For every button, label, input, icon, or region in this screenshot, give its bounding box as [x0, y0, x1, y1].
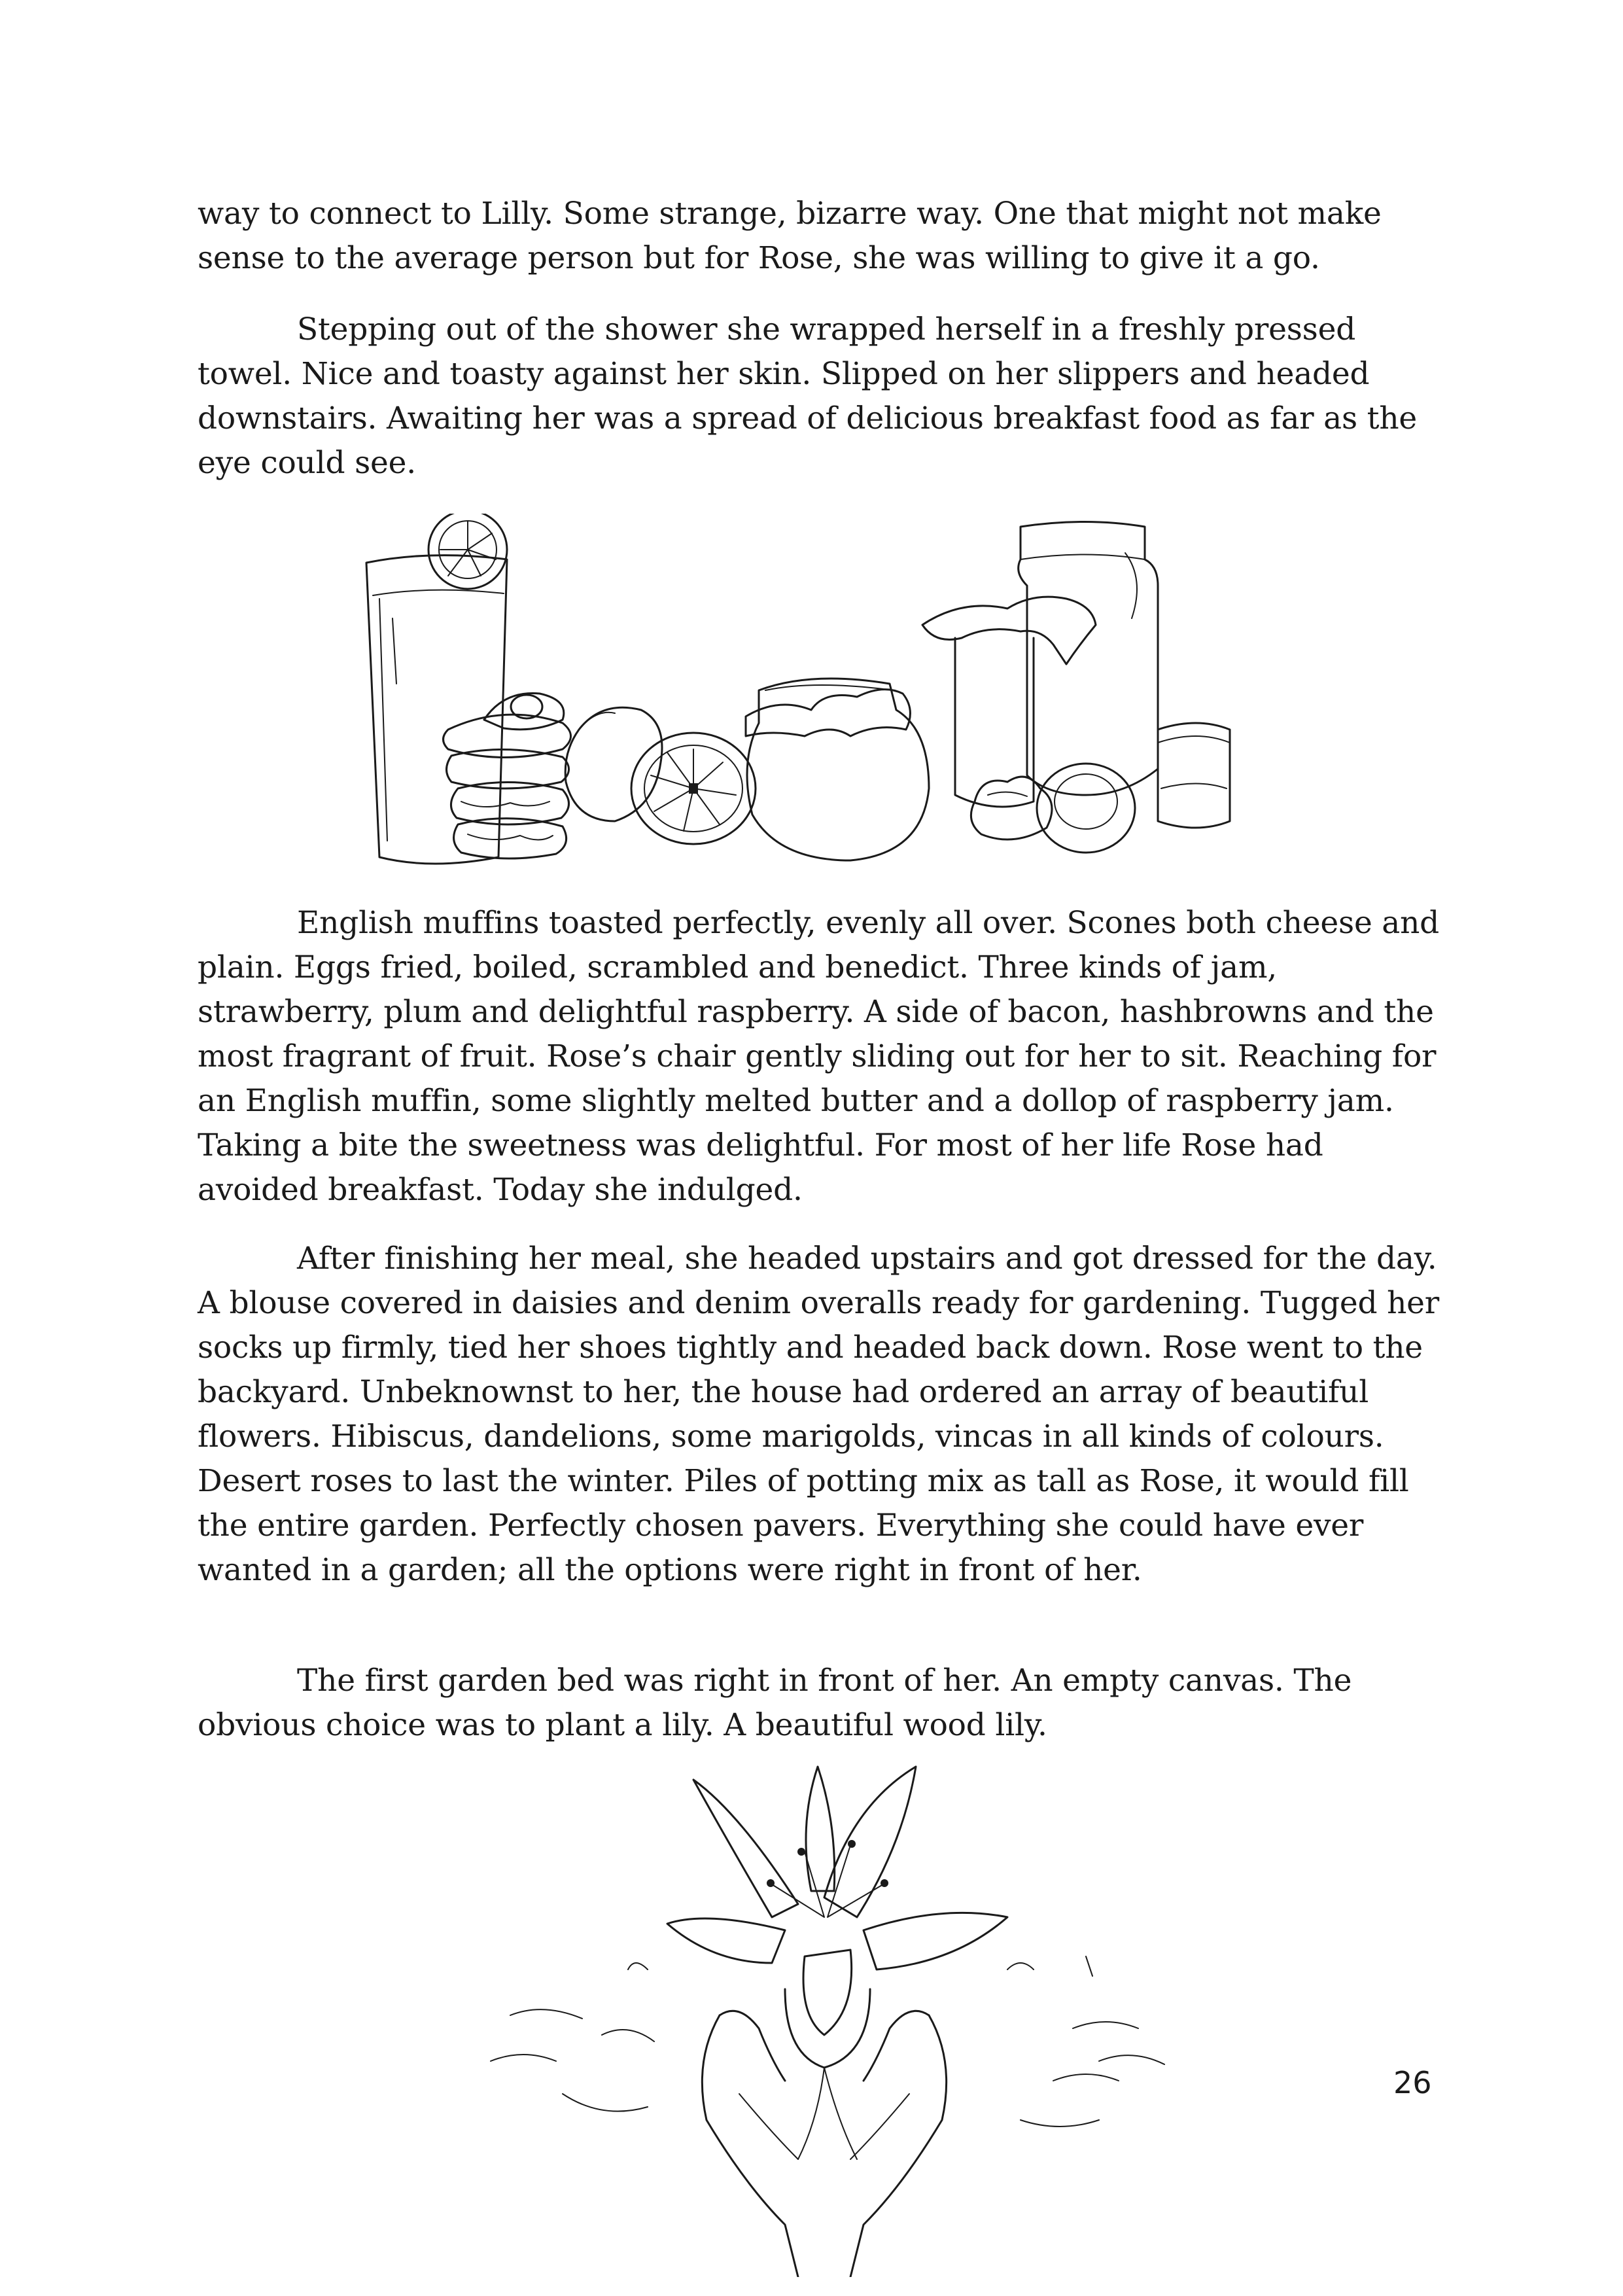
paragraph-2-text: Stepping out of the shower she wrapped herself in a freshly pressed towel. Nice and toasty against her skin. Slipped on her slippers and headed downstairs. Awaiting her was a spread of delicious breakfast food as far as the eye could see. — [198, 311, 1418, 481]
bulb-drawing — [785, 1989, 870, 2159]
scones-drawing — [971, 723, 1230, 853]
paragraph-5 — [198, 1659, 1440, 1748]
paragraph-3 — [198, 901, 1440, 1212]
lily-illustration — [432, 1754, 1249, 2277]
paragraph-4-text: After finishing her meal, she headed upstairs and got dressed for the day. A blouse covered in daisies and denim overalls ready for gardening. Tugged her socks up firmly, tied her shoes tightly and headed back down. Rose went to the backyard. Unbeknownst to her, the house had ordered an array of beautiful flowers. Hibiscus, dandelions, some marigolds, vincas in all kinds of colours. Desert roses to last the winter. Piles of potting mix as tall as Rose, it would fill the entire garden. Perfectly chosen pavers. Everything she could have ever wanted in a garden; all the options were right in front of her. — [198, 1241, 1440, 1588]
page-number: 26 — [1393, 2065, 1432, 2100]
paragraph-5-text: The first garden bed was right in front of her. An empty canvas. The obvious choice was to plant a lily. A beautiful wood lily. — [198, 1663, 1352, 1743]
soil-scribbles-drawing — [491, 1956, 1164, 2127]
breakfast-illustration — [353, 514, 1282, 880]
tall-jar-drawing — [922, 522, 1158, 807]
hands-drawing — [702, 2011, 946, 2277]
paragraph-2 — [198, 308, 1440, 486]
paragraph-4 — [198, 1237, 1440, 1593]
juice-glass-drawing — [366, 514, 507, 864]
paragraph-3-text: English muffins toasted perfectly, evenly all over. Scones both cheese and plain. Eggs fried, boiled, scrambled and benedict. Three kinds of jam, strawberry, plum and delightful raspberry. A side of bacon, hashbrowns and the most fragrant of fruit. Rose’s chair gently sliding out for her to sit. Reaching for an English muffin, some slightly melted butter and a dollop of raspberry jam. Taking a bite the sweetness was delightful. For most of her life Rose had avoided breakfast. Today she indulged. — [198, 905, 1440, 1208]
muffin-stack-drawing — [444, 694, 571, 859]
oranges-drawing — [565, 707, 756, 844]
paragraph-1-text: way to connect to Lilly. Some strange, bizarre way. One that might not make sense to the average person but for Rose, she was willing to give it a go. — [198, 196, 1382, 276]
paragraph-1 — [198, 192, 1440, 281]
lily-petals-drawing — [667, 1767, 1007, 2035]
jam-jar-drawing — [746, 679, 929, 860]
